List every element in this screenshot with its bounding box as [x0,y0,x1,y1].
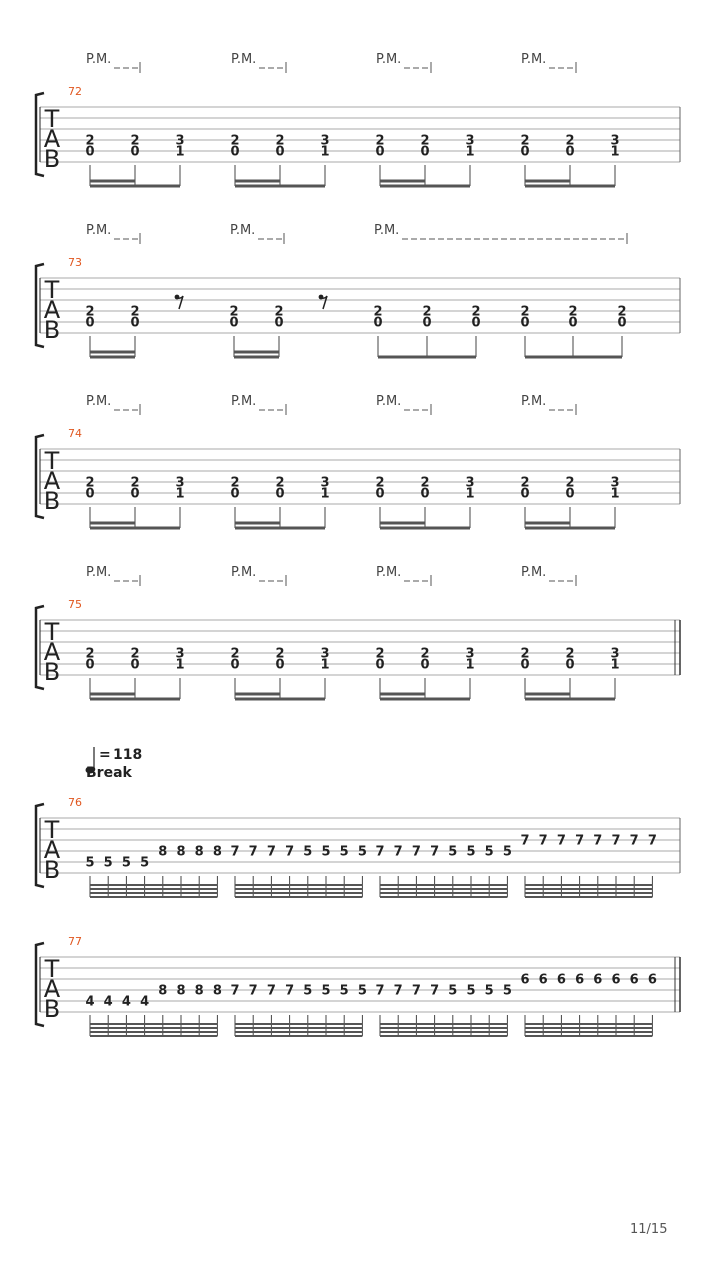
fret-number: 2 [565,646,575,662]
fret-number: 0 [617,315,627,331]
fret-number: 7 [629,833,639,849]
fret-number: 3 [465,133,475,149]
fret-number: 4 [121,994,131,1010]
fret-number: 2 [130,133,140,149]
fret-number: 0 [520,144,530,160]
fret-number: 8 [176,983,186,999]
fret-number: 0 [230,486,240,502]
fret-number: 7 [230,844,240,860]
fret-number: 2 [85,646,95,662]
fret-number: 7 [248,983,258,999]
fret-number: 3 [320,475,330,491]
tempo-bpm: 118 [113,747,143,763]
tab-system-73 [36,223,680,357]
fret-number: 7 [611,833,621,849]
palm-mute-label: P.M. [521,394,547,409]
fret-number: 0 [565,144,575,160]
fret-number: 2 [373,304,383,320]
fret-number: 0 [520,315,530,331]
tab-letter-t: T [44,105,60,133]
measure-number: 77 [68,935,82,948]
fret-number: 2 [230,475,240,491]
fret-number: 5 [448,844,458,860]
fret-number: 5 [140,855,150,871]
fret-number: 0 [373,315,383,331]
fret-number: 3 [610,133,620,149]
fret-number: 3 [175,133,185,149]
fret-number: 2 [375,475,385,491]
fret-number: 2 [275,133,285,149]
fret-number: 2 [568,304,578,320]
fret-number: 5 [466,844,476,860]
fret-number: 0 [420,144,430,160]
fret-number: 5 [321,844,331,860]
fret-number: 0 [420,657,430,673]
measure-number: 72 [68,85,82,98]
fret-number: 0 [85,315,95,331]
fret-number: 6 [647,972,657,988]
fret-number: 7 [393,844,403,860]
fret-number: 7 [411,983,421,999]
fret-number: 0 [130,486,140,502]
tab-letter-b: B [43,316,61,344]
fret-number: 0 [422,315,432,331]
fret-number: 1 [175,144,185,160]
tab-letter-a: A [43,296,61,324]
fret-number: 7 [266,844,276,860]
tab-letter-b: B [43,995,61,1023]
fret-number: 2 [130,475,140,491]
fret-number: 7 [266,983,276,999]
fret-number: 8 [158,983,168,999]
tab-letter-b: B [43,145,61,173]
eighth-rest-icon [321,296,327,309]
measure-number: 75 [68,598,82,611]
tab-letter-t: T [44,816,60,844]
fret-number: 3 [320,133,330,149]
palm-mute-label: P.M. [86,394,112,409]
fret-number: 2 [130,646,140,662]
fret-number: 6 [520,972,530,988]
fret-number: 5 [448,983,458,999]
fret-number: 7 [411,844,421,860]
fret-number: 1 [465,486,475,502]
fret-number: 7 [248,844,258,860]
fret-number: 1 [175,657,185,673]
measure-number: 74 [68,427,82,440]
fret-number: 4 [85,994,95,1010]
fret-number: 1 [320,657,330,673]
palm-mute-label: P.M. [376,52,402,67]
fret-number: 2 [229,304,239,320]
tempo-symbol: = [99,747,111,763]
fret-number: 7 [647,833,657,849]
fret-number: 0 [85,657,95,673]
fret-number: 5 [121,855,131,871]
fret-number: 8 [212,844,222,860]
tab-letter-a: A [43,975,61,1003]
tab-systems [36,52,680,1036]
fret-number: 5 [303,983,313,999]
tab-letter-a: A [43,638,61,666]
fret-number: 2 [520,304,530,320]
fret-number: 5 [357,844,367,860]
palm-mute-label: P.M. [231,52,257,67]
fret-number: 2 [617,304,627,320]
fret-number: 2 [85,304,95,320]
tab-system-76 [36,796,680,897]
fret-number: 7 [230,983,240,999]
fret-number: 0 [565,486,575,502]
fret-number: 0 [230,144,240,160]
fret-number: 0 [520,486,530,502]
fret-number: 7 [285,844,295,860]
eighth-rest-icon [177,296,183,309]
fret-number: 1 [610,144,620,160]
palm-mute-label: P.M. [230,223,256,238]
fret-number: 2 [520,475,530,491]
fret-number: 2 [85,133,95,149]
fret-number: 5 [484,983,494,999]
fret-number: 3 [175,475,185,491]
tab-letter-a: A [43,125,61,153]
fret-number: 0 [471,315,481,331]
fret-number: 0 [275,657,285,673]
fret-number: 0 [230,657,240,673]
tab-letter-t: T [44,955,60,983]
fret-number: 2 [375,133,385,149]
page-number: 11/15 [630,1222,668,1237]
fret-number: 8 [194,983,204,999]
fret-number: 8 [212,983,222,999]
fret-number: 2 [275,646,285,662]
fret-number: 2 [520,133,530,149]
fret-number: 2 [230,133,240,149]
fret-number: 5 [85,855,95,871]
palm-mute-label: P.M. [86,223,112,238]
fret-number: 7 [430,844,440,860]
fret-number: 1 [610,486,620,502]
fret-number: 1 [465,657,475,673]
tab-system-74 [36,394,680,528]
fret-number: 5 [502,844,512,860]
fret-number: 2 [130,304,140,320]
palm-mute-label: P.M. [521,565,547,580]
palm-mute-label: P.M. [376,565,402,580]
fret-number: 5 [321,983,331,999]
tab-system-75 [36,565,680,699]
fret-number: 2 [275,475,285,491]
fret-number: 3 [610,475,620,491]
fret-number: 0 [565,657,575,673]
fret-number: 5 [303,844,313,860]
fret-number: 2 [274,304,284,320]
fret-number: 2 [565,133,575,149]
fret-number: 0 [520,657,530,673]
fret-number: 0 [375,657,385,673]
fret-number: 3 [465,475,475,491]
fret-number: 0 [274,315,284,331]
tab-letter-t: T [44,447,60,475]
tab-letter-t: T [44,618,60,646]
fret-number: 1 [175,486,185,502]
fret-number: 4 [140,994,150,1010]
tab-system-77 [36,935,680,1036]
fret-number: 1 [610,657,620,673]
fret-number: 2 [85,475,95,491]
fret-number: 6 [538,972,548,988]
fret-number: 0 [130,315,140,331]
fret-number: 0 [229,315,239,331]
tab-letter-b: B [43,658,61,686]
fret-number: 2 [471,304,481,320]
fret-number: 5 [103,855,113,871]
fret-number: 0 [85,486,95,502]
palm-mute-label: P.M. [376,394,402,409]
fret-number: 6 [593,972,603,988]
fret-number: 7 [593,833,603,849]
palm-mute-label: P.M. [231,394,257,409]
tab-letter-a: A [43,467,61,495]
fret-number: 0 [85,144,95,160]
tempo-marking [86,747,143,781]
fret-number: 2 [420,646,430,662]
fret-number: 2 [420,133,430,149]
palm-mute-label: P.M. [86,52,112,67]
tab-letter-t: T [44,276,60,304]
fret-number: 8 [194,844,204,860]
fret-number: 0 [375,486,385,502]
fret-number: 3 [610,646,620,662]
palm-mute-label: P.M. [374,223,400,238]
fret-number: 5 [502,983,512,999]
fret-number: 1 [320,144,330,160]
fret-number: 6 [611,972,621,988]
fret-number: 7 [285,983,295,999]
fret-number: 3 [175,646,185,662]
fret-number: 0 [275,486,285,502]
fret-number: 6 [556,972,566,988]
fret-number: 0 [130,144,140,160]
fret-number: 0 [375,144,385,160]
palm-mute-label: P.M. [231,565,257,580]
fret-number: 7 [375,983,385,999]
section-label: Break [86,765,132,781]
fret-number: 3 [320,646,330,662]
fret-number: 7 [520,833,530,849]
fret-number: 7 [556,833,566,849]
tab-letter-b: B [43,856,61,884]
fret-number: 2 [230,646,240,662]
fret-number: 2 [375,646,385,662]
fret-number: 3 [465,646,475,662]
fret-number: 2 [565,475,575,491]
fret-number: 6 [629,972,639,988]
fret-number: 1 [465,144,475,160]
fret-number: 0 [275,144,285,160]
measure-number: 73 [68,256,82,269]
fret-number: 8 [176,844,186,860]
fret-number: 5 [484,844,494,860]
tab-letter-b: B [43,487,61,515]
fret-number: 1 [320,486,330,502]
fret-number: 5 [357,983,367,999]
measure-number: 76 [68,796,82,809]
fret-number: 7 [375,844,385,860]
fret-number: 4 [103,994,113,1010]
fret-number: 7 [393,983,403,999]
fret-number: 8 [158,844,168,860]
palm-mute-label: P.M. [86,565,112,580]
tab-system-72 [36,52,680,186]
tab-letter-a: A [43,836,61,864]
fret-number: 7 [430,983,440,999]
fret-number: 5 [339,983,349,999]
fret-number: 6 [575,972,585,988]
fret-number: 0 [568,315,578,331]
fret-number: 0 [420,486,430,502]
fret-number: 0 [130,657,140,673]
palm-mute-label: P.M. [521,52,547,67]
fret-number: 2 [420,475,430,491]
fret-number: 7 [575,833,585,849]
fret-number: 2 [520,646,530,662]
fret-number: 5 [339,844,349,860]
fret-number: 5 [466,983,476,999]
fret-number: 7 [538,833,548,849]
fret-number: 2 [422,304,432,320]
